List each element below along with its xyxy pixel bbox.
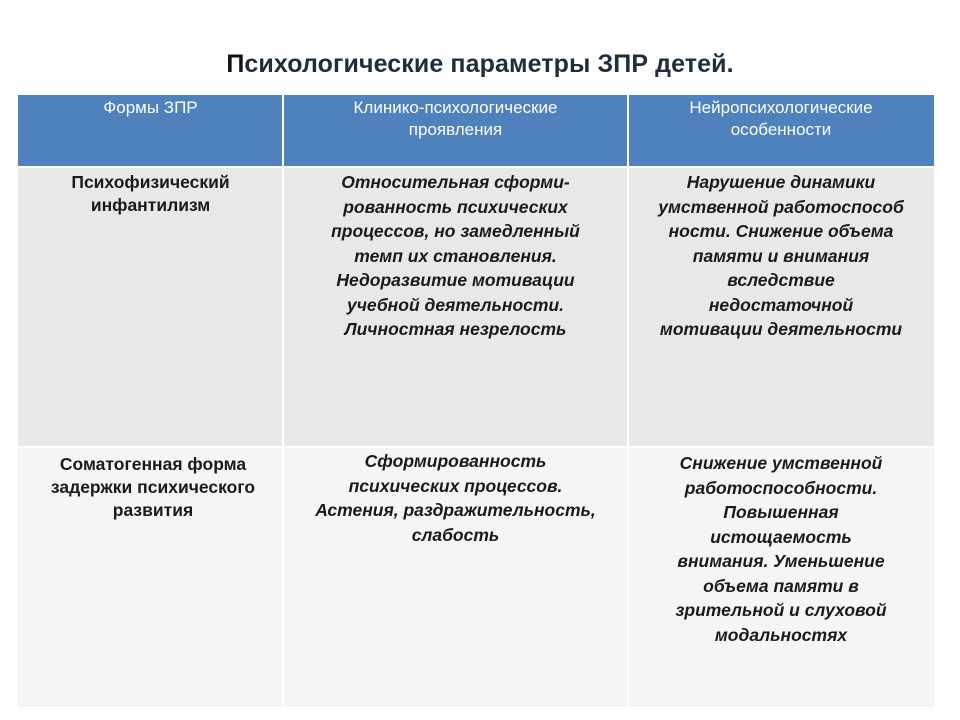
row1-clinical-cell [283,170,628,342]
row2-neuro-line-6: объема памяти в [703,575,859,596]
title-rest: сихологические параметры ЗПР детей. [244,50,734,78]
row1-neuro-cell [628,170,934,342]
row1-clinical-line-2: рованность психических [343,196,568,217]
table [18,95,934,707]
table-header-forms [18,95,283,167]
row1-neuro-line-5: вследствие [727,270,835,290]
row1-neuro-line-1: Нарушение динамики [686,172,876,192]
row1-clinical-line-1: Относительная сформи- [341,172,570,192]
row1-neuro-line-4: памяти и внимания [692,245,870,266]
table-header-forms-label: Формы ЗПР [103,98,198,117]
row2-neuro-line-2: работоспособности. [684,477,878,498]
row2-neuro-line-7: зрительной и слуховой [675,600,887,620]
row1-clinical-line-5: Недоразвитие мотивации [336,270,575,290]
row1-neuro-line-3: ности. Снижение объема [668,221,894,241]
row2-clinical-line-1: Сформированность [364,451,547,471]
row1-clinical-line-4: темп их становления. [354,245,557,266]
row2-clinical-line-4: слабость [411,524,500,545]
row2-form-text: Соматогенная форма задержки психического развития [50,454,256,520]
row1-clinical-line-7: Личностная незрелость [344,319,567,339]
row-divider-1 [18,446,934,448]
row1-clinical-line-6: учебной деятельности. [346,294,565,315]
table-header-neuro-label: Нейропсихологические особенности [689,98,873,139]
table-header-clinical [283,95,628,167]
row1-neuro-line-6: недостаточной [708,294,854,315]
row2-clinical-line-3: Астения, раздражительность, [315,500,596,520]
row2-neuro-line-4: истощаемость [710,526,852,547]
row2-form-cell [18,453,283,522]
row1-clinical-line-3: процессов, но замедленный [331,221,580,241]
row2-neuro-line-8: модальностях [714,624,848,645]
table-header-neuro [628,95,934,167]
row1-form-cell [18,171,283,217]
row1-neuro-line-7: мотивации деятельности [659,319,903,339]
page-title [0,50,960,79]
row2-neuro-line-5: внимания. Уменьшение [677,551,885,571]
column-divider-1 [282,95,284,707]
row2-clinical-line-2: психических процессов. [348,475,563,496]
row2-neuro-line-1: Снижение умственной [679,453,883,473]
row1-neuro-line-2: умственной работоспособ [658,196,904,217]
column-divider-2 [627,95,629,707]
row2-neuro-line-3: Повышенная [723,502,839,522]
title-first-letter: П [226,50,245,78]
row2-neuro-cell [628,451,934,647]
row1-form-text: Психофизический инфантилизм [71,172,230,215]
row2-clinical-cell [283,449,628,547]
row-divider-header [18,166,934,168]
table-header-clinical-label: Клинико-психологические проявления [353,98,558,139]
